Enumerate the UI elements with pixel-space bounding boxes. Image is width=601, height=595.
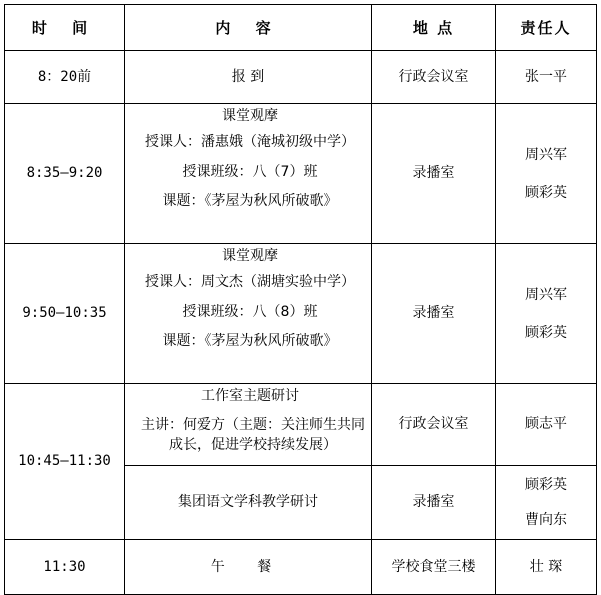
time-cell: 10:45—11:30 [5, 384, 125, 540]
topic-line: 课题：《茅屋为秋风所破歌》 [162, 333, 338, 349]
content-cell [125, 384, 372, 466]
time-cell: 11:30 [5, 540, 125, 595]
location-cell: 学校食堂三楼 [372, 540, 496, 595]
teacher-line: 授课人：潘惠娥（淹城初级中学） [145, 134, 355, 150]
responsible-name: 周兴军 [525, 286, 567, 303]
class-line: 授课班级：八（8）班 [182, 304, 318, 320]
topic-line: 课题：《茅屋为秋风所破歌》 [162, 193, 338, 209]
content-cell [125, 104, 372, 244]
time-cell: 8：20前 [5, 51, 125, 104]
table-row [5, 104, 597, 244]
header-responsible: 责任人 [496, 5, 597, 51]
session-title: 课堂观摩 [222, 108, 278, 124]
location-cell: 行政会议室 [372, 51, 496, 104]
class-line: 授课班级：八（7）班 [182, 164, 318, 180]
responsible-name: 顾彩英 [525, 184, 567, 201]
session-title: 课堂观摩 [222, 248, 278, 264]
header-row [5, 5, 597, 51]
responsible-cell: 壮 琛 [496, 540, 597, 595]
location-cell: 录播室 [372, 104, 496, 244]
header-time: 时 间 [5, 5, 125, 51]
responsible-name: 周兴军 [525, 146, 567, 163]
table-row [5, 244, 597, 384]
responsible-cell [496, 466, 597, 540]
time-cell: 8:35—9:20 [5, 104, 125, 244]
content-cell [125, 244, 372, 384]
location-cell: 行政会议室 [372, 384, 496, 466]
responsible-name: 顾彩英 [525, 476, 567, 493]
session-title: 工作室主题研讨 [201, 388, 299, 404]
content-cell: 报 到 [125, 51, 372, 104]
schedule-table [4, 4, 597, 595]
header-content: 内 容 [125, 5, 372, 51]
responsible-name: 曹向东 [525, 511, 567, 528]
speaker-line: 主讲：何爱方（主题：关注师生共同成长，促进学校持续发展） [141, 417, 365, 453]
time-cell: 9:50—10:35 [5, 244, 125, 384]
responsible-cell [496, 244, 597, 384]
responsible-name: 顾彩英 [525, 324, 567, 341]
location-cell: 录播室 [372, 244, 496, 384]
teacher-line: 授课人：周文杰（湖塘实验中学） [145, 274, 355, 290]
responsible-cell: 顾志平 [496, 384, 597, 466]
table-row [5, 384, 597, 466]
table-row [5, 51, 597, 104]
responsible-cell: 张一平 [496, 51, 597, 104]
table-row [5, 540, 597, 595]
header-location: 地 点 [372, 5, 496, 51]
content-cell: 集团语文学科教学研讨 [125, 466, 372, 540]
content-cell: 午 餐 [125, 540, 372, 595]
location-cell: 录播室 [372, 466, 496, 540]
responsible-cell [496, 104, 597, 244]
